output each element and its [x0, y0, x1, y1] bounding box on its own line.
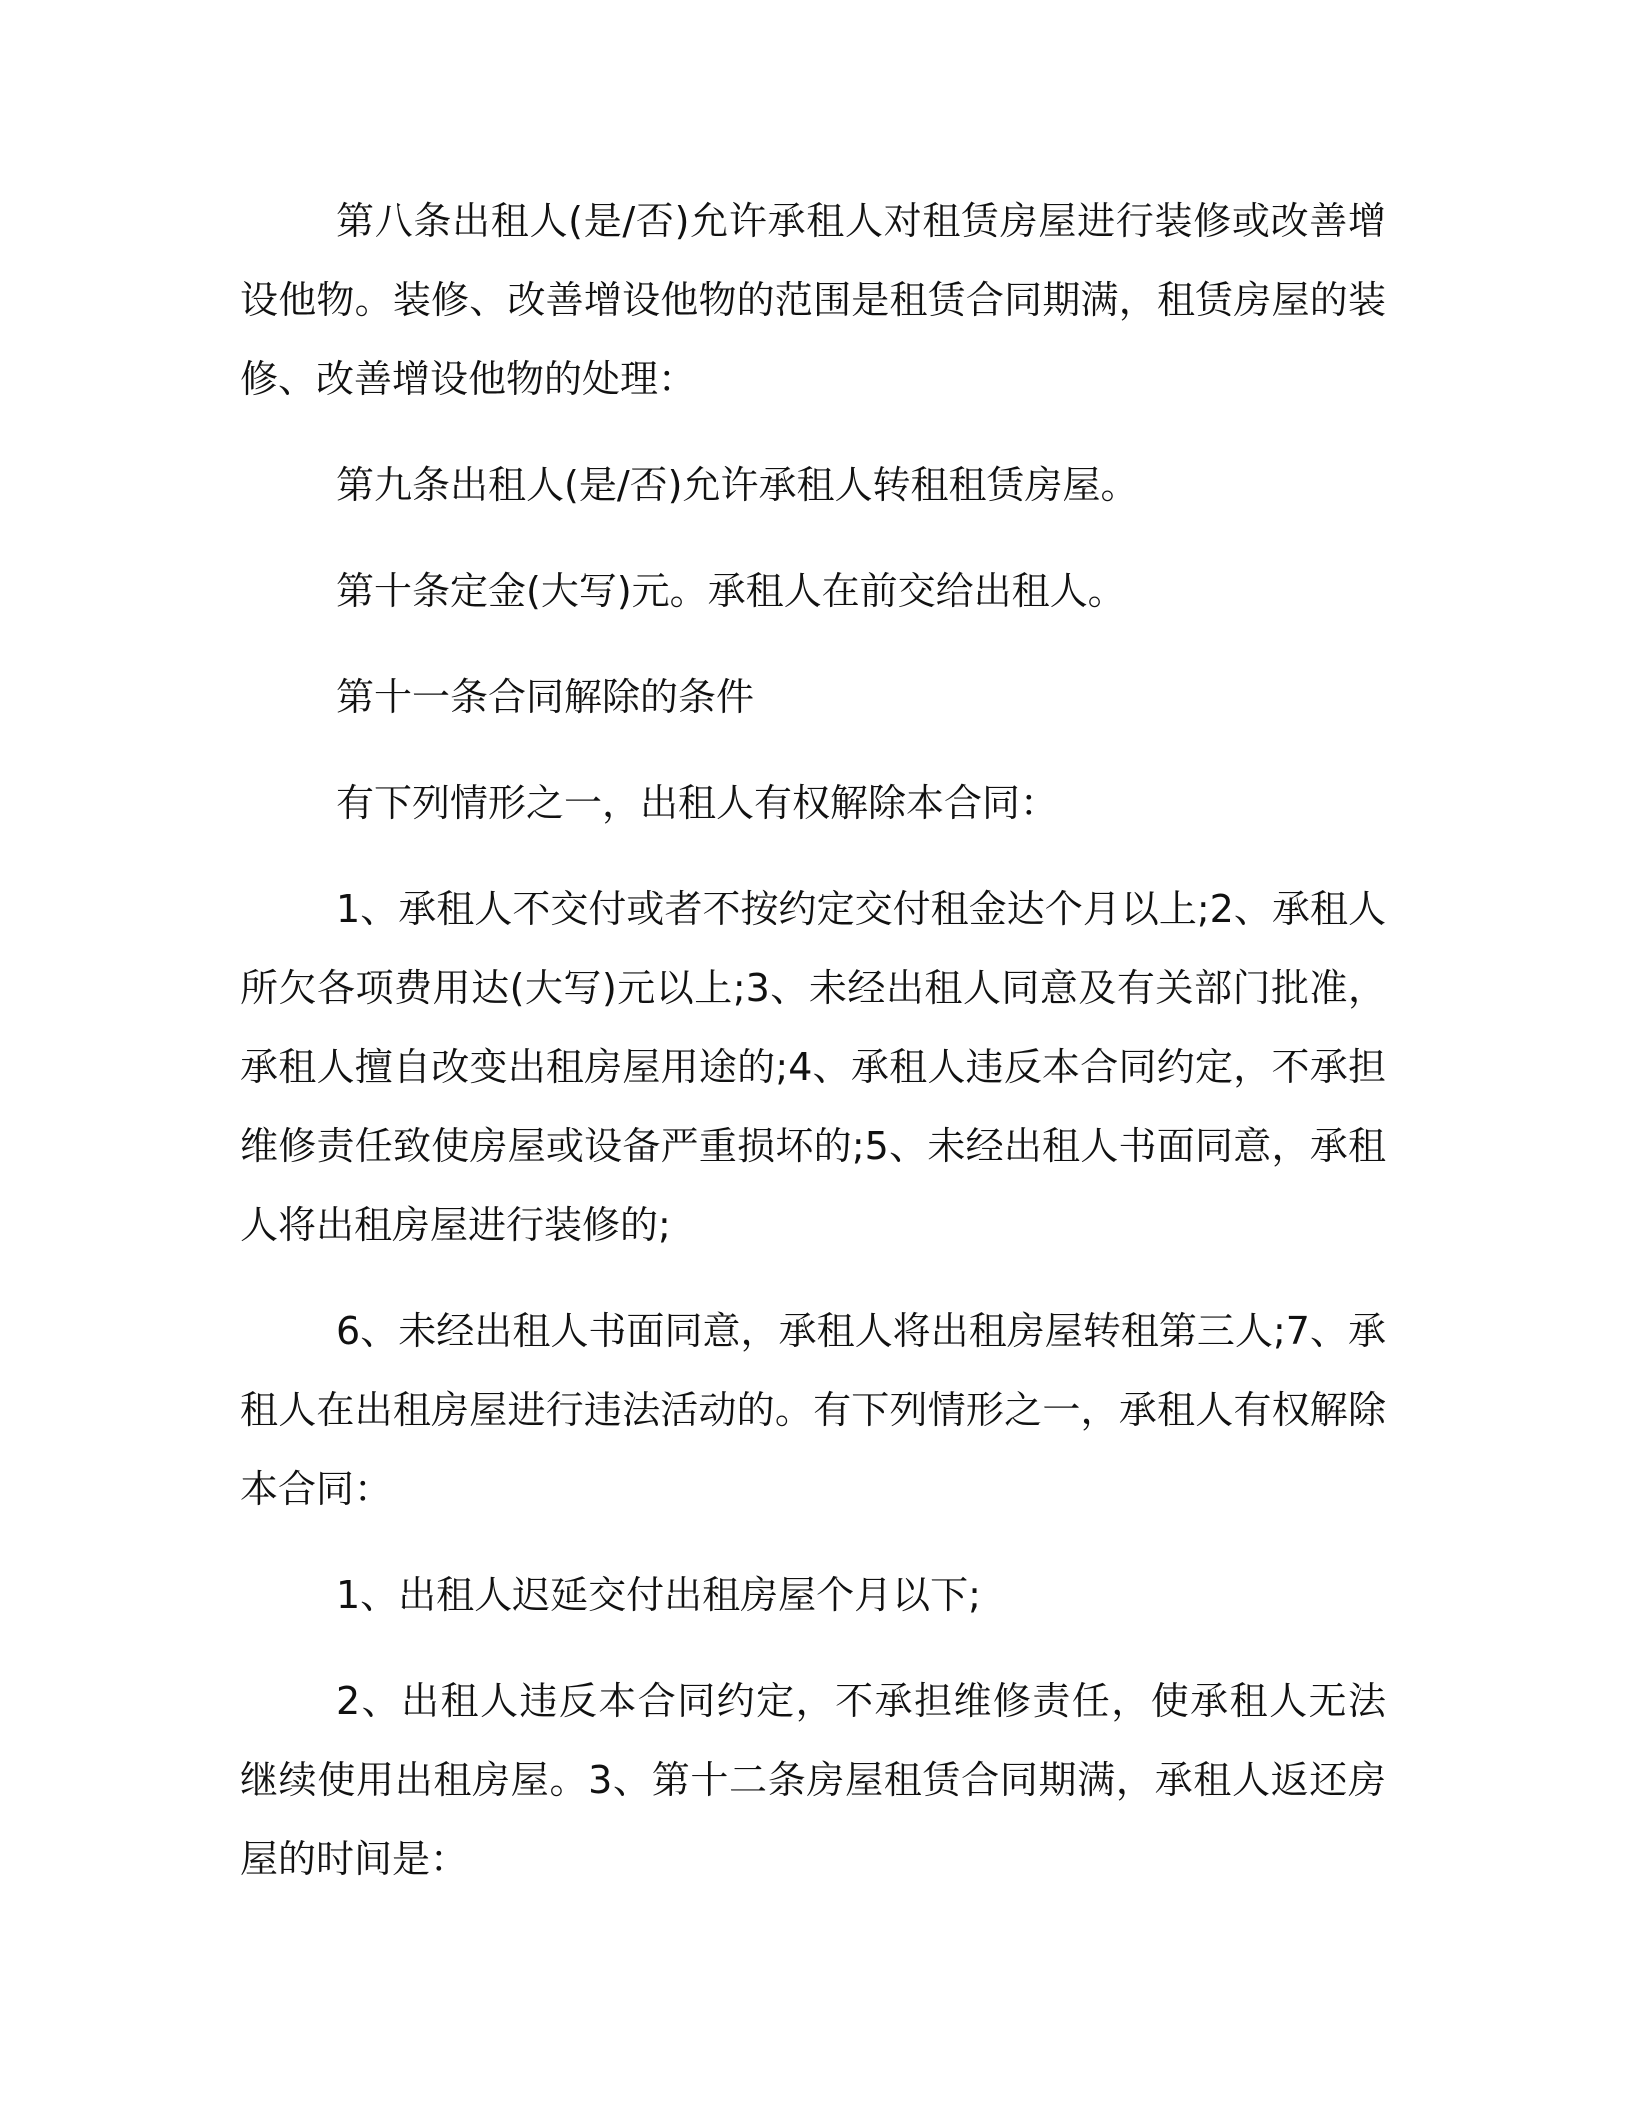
paragraph-lessor-conditions-6-7: 6、未经出租人书面同意，承租人将出租房屋转租第三人;7、承租人在出租房屋进行违法活动的。有下列情形之一，承租人有权解除本合同：	[240, 1309, 1386, 1511]
paragraph-lessee-condition-1: 1、出租人迟延交付出租房屋个月以下;	[336, 1573, 981, 1617]
paragraph-lessor-termination-intro: 有下列情形之一，出租人有权解除本合同：	[336, 781, 1059, 825]
paragraph-lessor-conditions-1-5: 1、承租人不交付或者不按约定交付租金达个月以上;2、承租人所欠各项费用达(大写)元以上;3、未经出租人同意及有关部门批准，承租人擅自改变出租房屋用途的;4、承租人违反本合同约定，不承担维修责任致使房屋或设备严重损坏的;5、未经出租人书面同意，承租人将出租房屋进行装修的;	[240, 887, 1386, 1247]
paragraph-article-8: 第八条出租人(是/否)允许承租人对租赁房屋进行装修或改善增设他物。装修、改善增设他物的范围是租赁合同期满，租赁房屋的装修、改善增设他物的处理：	[240, 199, 1386, 401]
paragraph-article-10: 第十条定金(大写)元。承租人在前交给出租人。	[336, 569, 1126, 613]
paragraph-article-9: 第九条出租人(是/否)允许承租人转租租赁房屋。	[336, 463, 1139, 507]
paragraph-article-11-heading: 第十一条合同解除的条件	[336, 675, 755, 719]
document-body	[240, 182, 1386, 1926]
paragraph-lessee-condition-2: 2、出租人违反本合同约定，不承担维修责任，使承租人无法继续使用出租房屋。3、第十二条房屋租赁合同期满，承租人返还房屋的时间是：	[240, 1679, 1386, 1881]
